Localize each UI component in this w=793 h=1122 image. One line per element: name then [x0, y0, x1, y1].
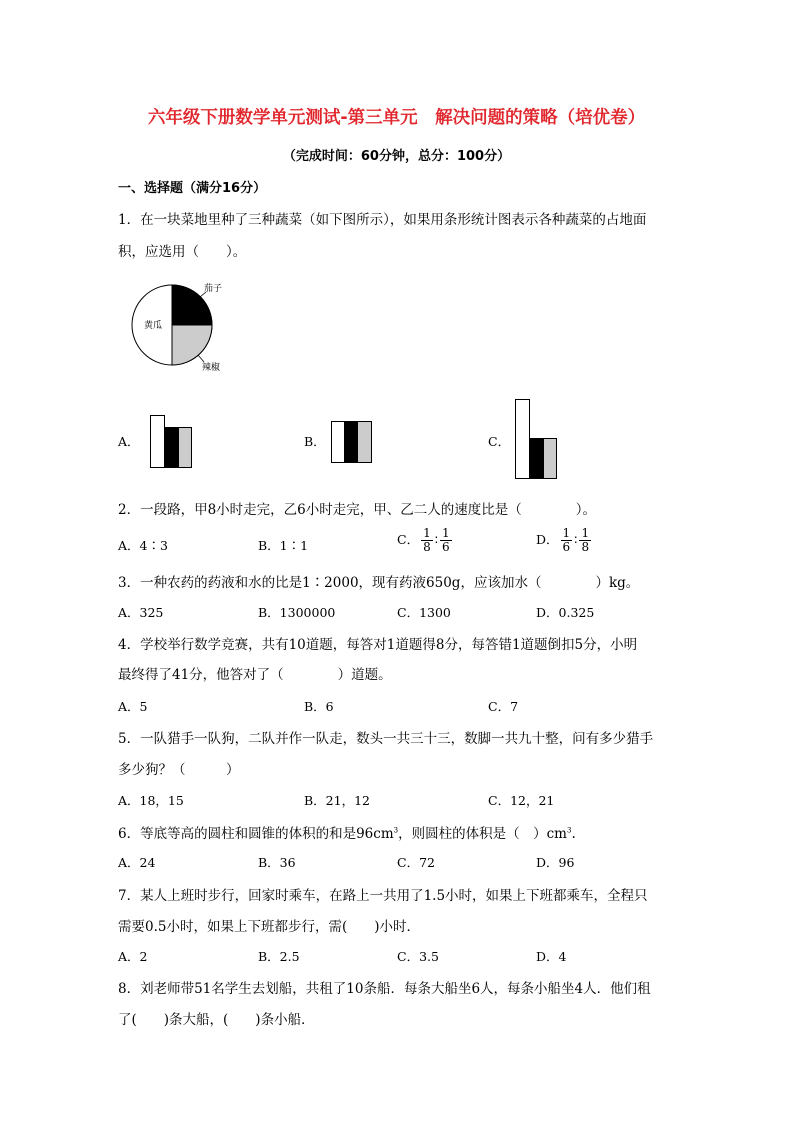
question-5-line-1: 5．一队猎手一队狗，二队并作一队走，数头一共三十三，数脚一共九十整，问有多少猎手 — [118, 731, 654, 747]
leader-line-pepper — [198, 355, 204, 362]
q2-option-c — [397, 527, 454, 554]
bar-gray — [544, 439, 557, 479]
ratio-sign: ∶ — [574, 532, 578, 547]
q3-option-b: B．1300000 — [258, 605, 336, 620]
bar-white — [332, 422, 345, 463]
q1-option-c-bars — [512, 396, 560, 482]
section-heading: 一、选择题（满分16分） — [118, 181, 267, 196]
fraction-one-eighth: $\frac{1}{8}$ — [423, 526, 431, 554]
q5-option-a: A．18，15 — [118, 793, 184, 808]
question-4-line-1: 4．学校举行数学竞赛，共有10道题，每答对1道题得8分，每答错1道题倒扣5分，小明 — [118, 637, 638, 653]
q6-option-a: A．24 — [118, 855, 156, 870]
pie-label-pepper: 辣椒 — [202, 363, 221, 373]
q5-option-c: C．12，21 — [488, 793, 555, 808]
q4-option-c: C．7 — [488, 699, 519, 714]
page-subtitle: （完成时间：60分钟，总分：100分） — [282, 149, 511, 164]
question-6-text: 6．等底等高的圆柱和圆锥的体积的和是$96cm^3$，则圆柱的体积是（ ）$cm^3$. — [118, 826, 576, 842]
q7-option-d: D．4 — [536, 949, 567, 964]
q3-option-a: A．325 — [118, 605, 164, 620]
q1-option-a-bars — [148, 410, 194, 472]
q2-option-d-label: D． — [536, 532, 559, 547]
bar-gray — [358, 422, 372, 463]
question-7-line-1: 7．某人上班时步行，回家时乘车，在路上一共用了1.5小时，如果上下班都乘车，全程只 — [118, 888, 648, 904]
q7-option-b: B．2.5 — [258, 949, 300, 964]
question-8-line-2: 了( )条大船，( )条小船． — [118, 1012, 315, 1028]
bar-black — [530, 439, 544, 479]
question-5-line-2: 多少狗？（ ） — [118, 762, 240, 778]
fraction-one-eighth: $\frac{1}{8}$ — [581, 526, 590, 554]
fraction-one-sixth: $\frac{1}{6}$ — [441, 526, 450, 554]
question-7-line-2: 需要0.5小时，如果上下班都步行，需( )小时． — [118, 919, 421, 935]
q7-option-a: A．2 — [118, 949, 148, 964]
question-3-text: 3．一种农药的药液和水的比是1∶2000，现有药液650g，应该加水（ ）kg。 — [118, 575, 640, 591]
pie-label-cucumber: 黄瓜 — [144, 321, 163, 331]
q3-option-c: C．1300 — [397, 605, 451, 620]
fraction-one-sixth: $\frac{1}{6}$ — [562, 526, 571, 554]
q6-option-d: D．96 — [536, 855, 575, 870]
question-2-text: 2．一段路，甲8小时走完，乙6小时走完，甲、乙二人的速度比是（ ）。 — [118, 502, 597, 518]
q7-option-c: C．3.5 — [397, 949, 439, 964]
q6-option-c: C．72 — [397, 855, 435, 870]
q2-option-d — [536, 527, 593, 554]
question-8-line-1: 8．刘老师带51名学生去划船，共租了10条船．每条大船坐6人，每条小船坐4人．他们租 — [118, 981, 651, 997]
question-4-line-2: 最终得了41分，他答对了（ ）道题。 — [118, 667, 392, 683]
q5-option-b: B．21，12 — [304, 793, 370, 808]
pie-slice-pepper — [172, 325, 212, 365]
q2-option-c-label: C． — [397, 532, 420, 547]
bar-black — [165, 428, 179, 468]
q1-option-a-label: A． — [118, 434, 140, 449]
question-1-line-1: 1．在一块菜地里种了三种蔬菜（如下图所示），如果用条形统计图表示各种蔬菜的占地面 — [118, 212, 647, 228]
q4-option-a: A．5 — [118, 699, 148, 714]
q1-option-b-label: B． — [304, 434, 326, 449]
question-1-line-2: 积，应选用（ ）。 — [118, 244, 247, 260]
q1-option-b-bars — [329, 418, 375, 466]
pie-label-eggplant: 茄子 — [204, 284, 223, 294]
q4-option-b: B．6 — [304, 699, 334, 714]
q2-option-a: A．4∶3 — [118, 538, 168, 553]
q3-option-d: D．0.325 — [536, 605, 595, 620]
page-title: 六年级下册数学单元测试-第三单元 解决问题的策略（培优卷） — [147, 108, 646, 128]
q6-option-b: B．36 — [258, 855, 296, 870]
q2-option-b: B．1∶1 — [258, 538, 309, 553]
bar-white — [151, 416, 165, 468]
bar-black — [345, 422, 358, 463]
q1-option-c-label: C． — [488, 434, 511, 449]
pie-chart-figure — [122, 280, 232, 375]
ratio-sign: ∶ — [434, 532, 438, 547]
bar-gray — [179, 428, 192, 468]
bar-white — [516, 400, 530, 479]
